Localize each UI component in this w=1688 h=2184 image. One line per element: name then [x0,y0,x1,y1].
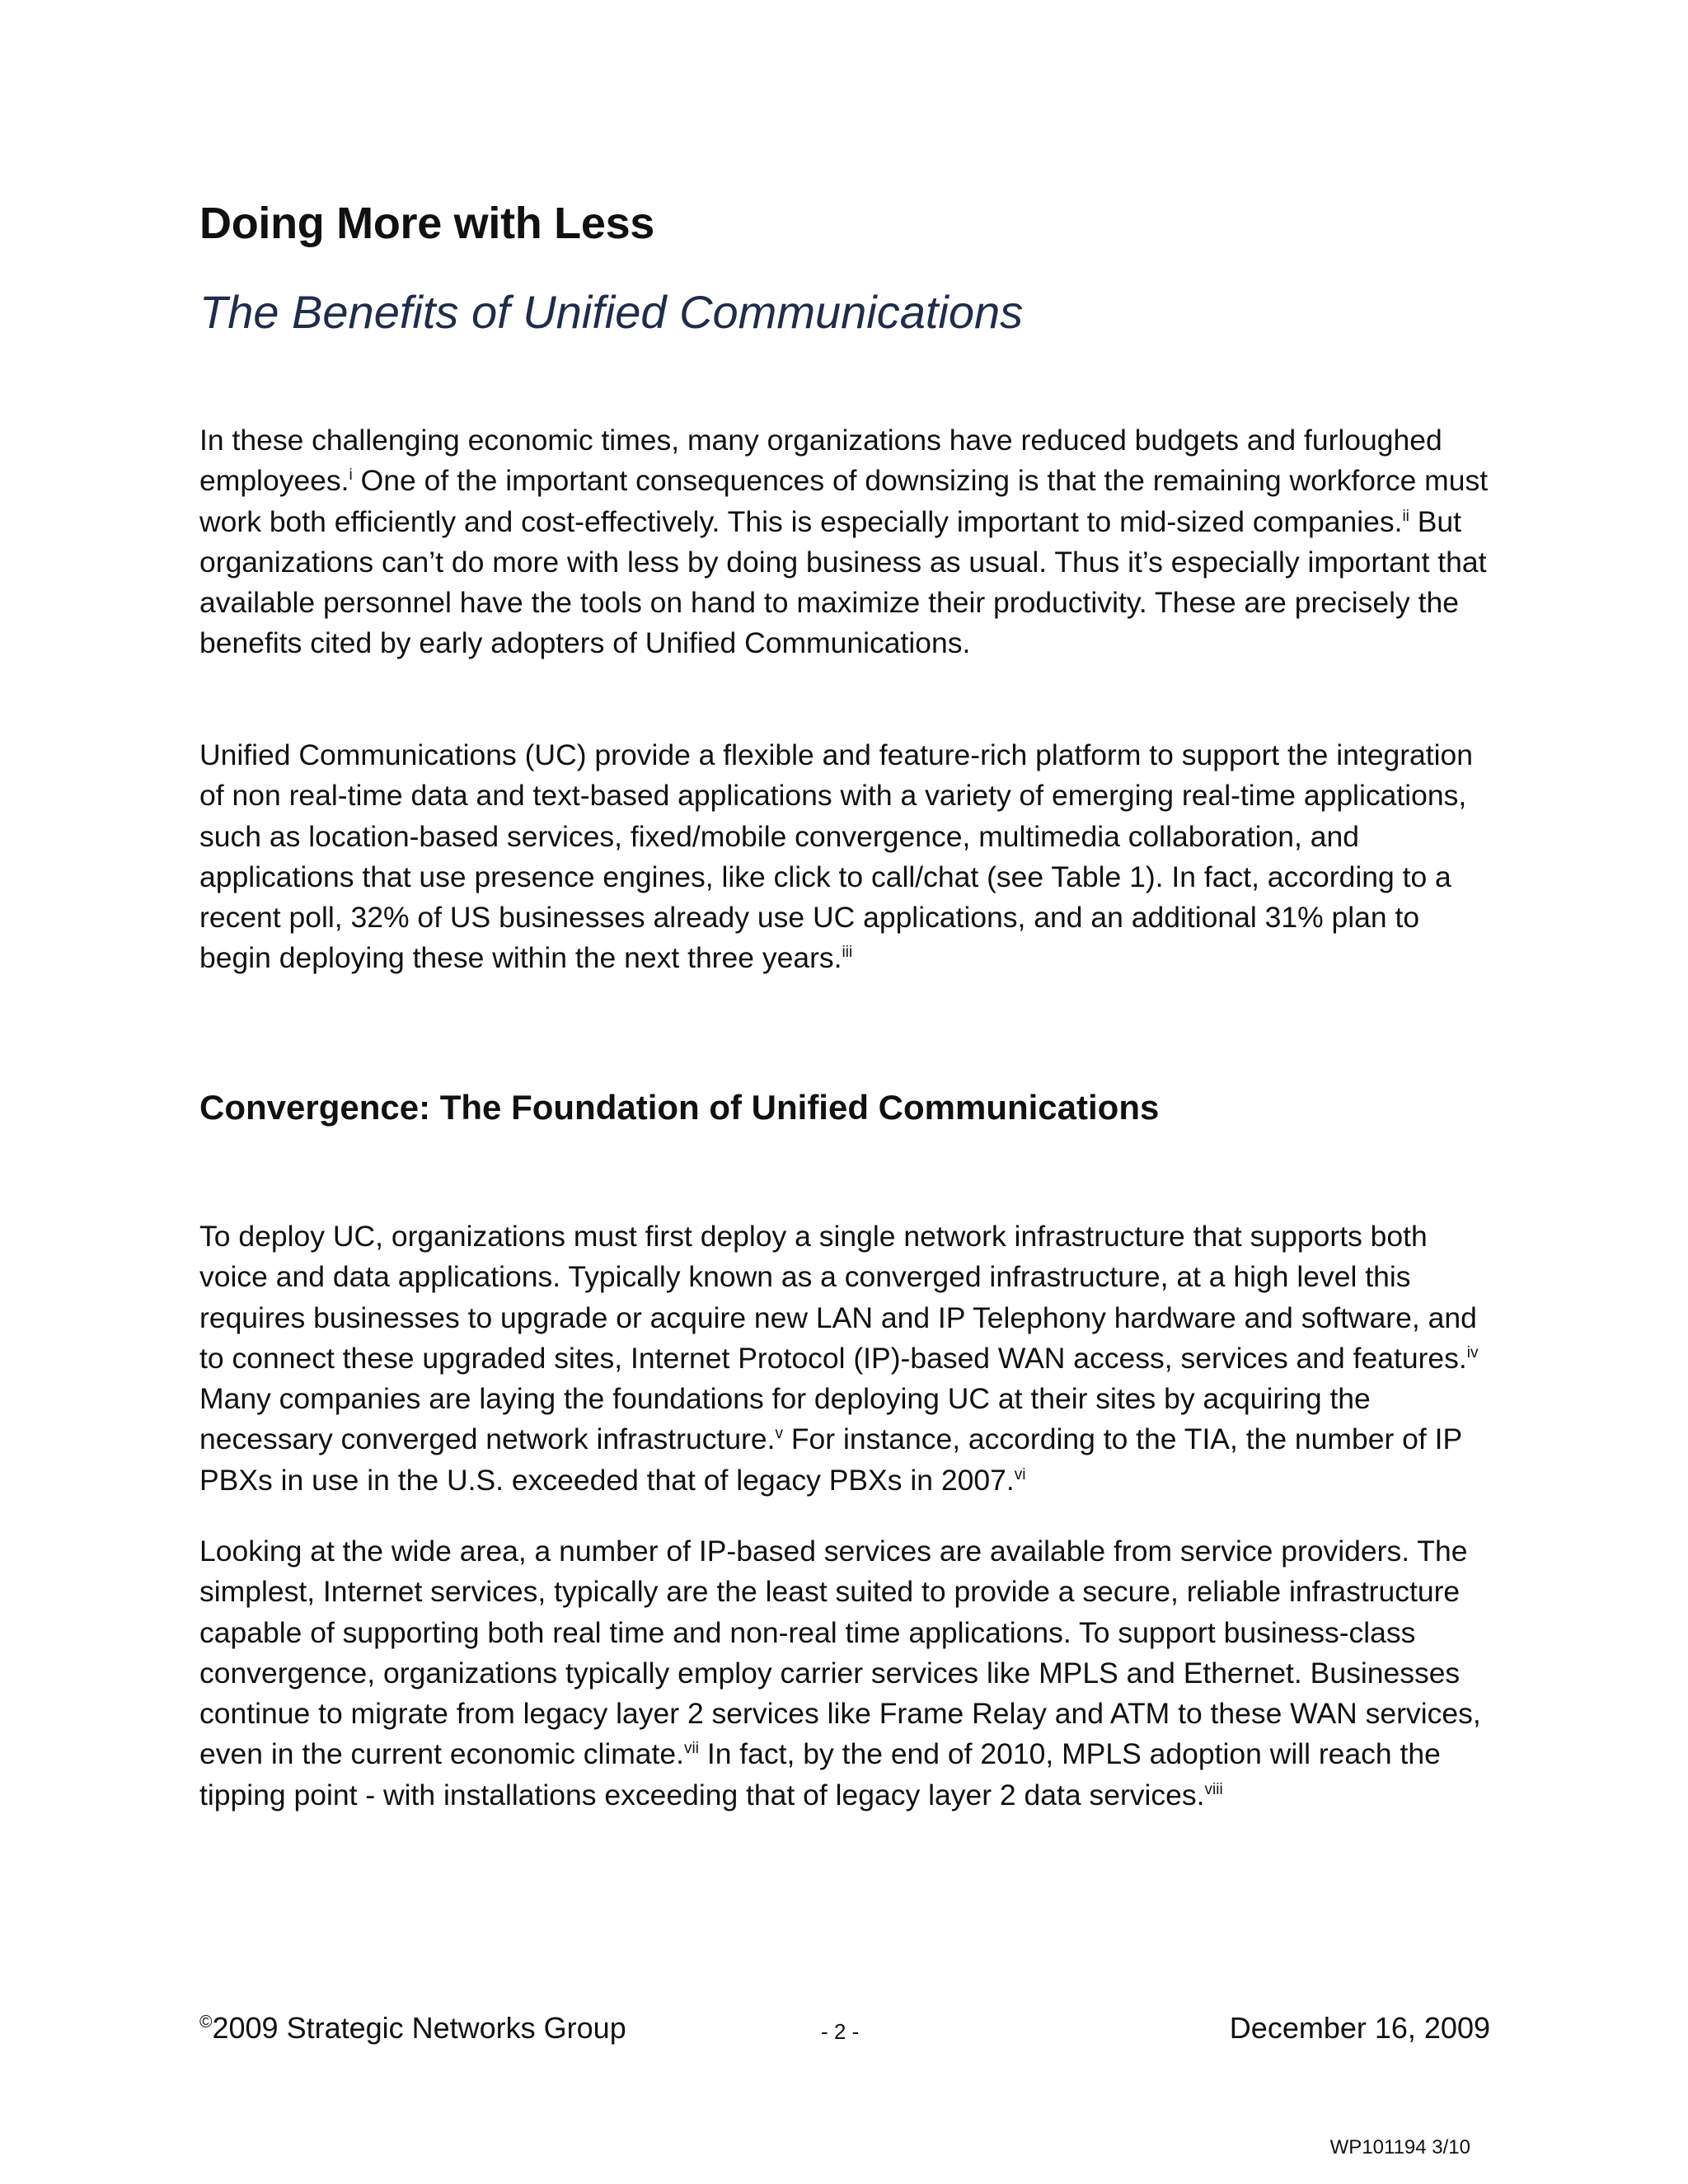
paragraph-text: For instance, according to the TIA, the number of IP PBXs in use in the U.S. exceeded that of legacy PBXs in 2007. [199,1422,1462,1497]
document-title: Doing More with Less [199,199,655,248]
document-subtitle: The Benefits of Unified Communications [199,286,1024,338]
footnote-marker: ii [1402,507,1409,525]
paragraph-text: Unified Communications (UC) provide a flexible and feature-rich platform to support the integration of non real-time data and text-based applications with a variety of emerging real-time applications, such as location-based services, fixed/mobile convergence, multimedia collaboration, and applications that use presence engines, like click to call/chat (see Table 1). In fact, according to a recent poll, 32% of US businesses already use UC applications, and an additional 31% plan to begin deploying these within the next three years. [199,738,1473,975]
footnote-marker: v [775,1425,783,1443]
footnote-marker: i [349,466,353,485]
footer-page-number: - 2 - [821,2019,860,2044]
paragraph-text: To deploy UC, organizations must first deploy a single network infrastructure that supports both voice and data applications. Typically known as a converged infrastructure, at a high level this requires businesses to upgrade or acquire new LAN and IP Telephony hardware and software, and to connect these upgraded sites, Internet Protocol (IP)-based WAN access, services and features. [199,1220,1477,1375]
paragraph-wan-services [199,1531,1493,1816]
footnote-marker: viii [1204,1780,1223,1798]
footnote-marker: iii [842,944,853,962]
paragraph-text: Looking at the wide area, a number of IP-based services are available from service providers. The simplest, Internet services, typically are the least suited to provide a secure, reliable infrastructure capable of supporting both real time and non-real time applications. To support business-class convergence, organizations typically employ carrier services like MPLS and Ethernet. Businesses continue to migrate from legacy layer 2 services like Frame Relay and ATM to these WAN services, even in the current economic climate. [199,1535,1481,1771]
footnote-marker: vii [684,1740,699,1758]
paragraph-text: In these challenging economic times, many organizations have reduced budgets and furloughed employees. [199,424,1442,498]
paragraph-text: But organizations can’t do more with less by doing business as usual. Thus it’s especially important that available personnel have the tools on hand to maximize their productivity. These are precisely the benefits cited by early adopters of Unified Communications. [199,504,1487,660]
paragraph-intro [199,420,1493,664]
paragraph-text: In fact, by the end of 2010, MPLS adoption will reach the tipping point - with installations exceeding that of legacy layer 2 data services. [199,1737,1441,1811]
footer-copyright [199,2011,626,2046]
paragraph-converged-infrastructure [199,1216,1493,1501]
footer-date: December 16, 2009 [1229,2011,1490,2045]
footnote-marker: iv [1466,1344,1479,1362]
paragraph-text: One of the important consequences of downsizing is that the remaining workforce must work both efficiently and cost-effectively. This is especially important to mid-sized companies. [199,464,1489,538]
document-id: WP101194 3/10 [1329,2136,1470,2158]
paragraph-text: Many companies are laying the foundations for deploying UC at their sites by acquiring the necessary converged network infrastructure. [199,1382,1371,1456]
copyright-symbol: © [199,2013,213,2032]
footnote-marker: vi [1014,1465,1026,1483]
paragraph-uc-overview [199,735,1493,979]
copyright-text: 2009 Strategic Networks Group [212,2011,626,2045]
section-heading-convergence: Convergence: The Foundation of Unified Communications [199,1088,1160,1127]
